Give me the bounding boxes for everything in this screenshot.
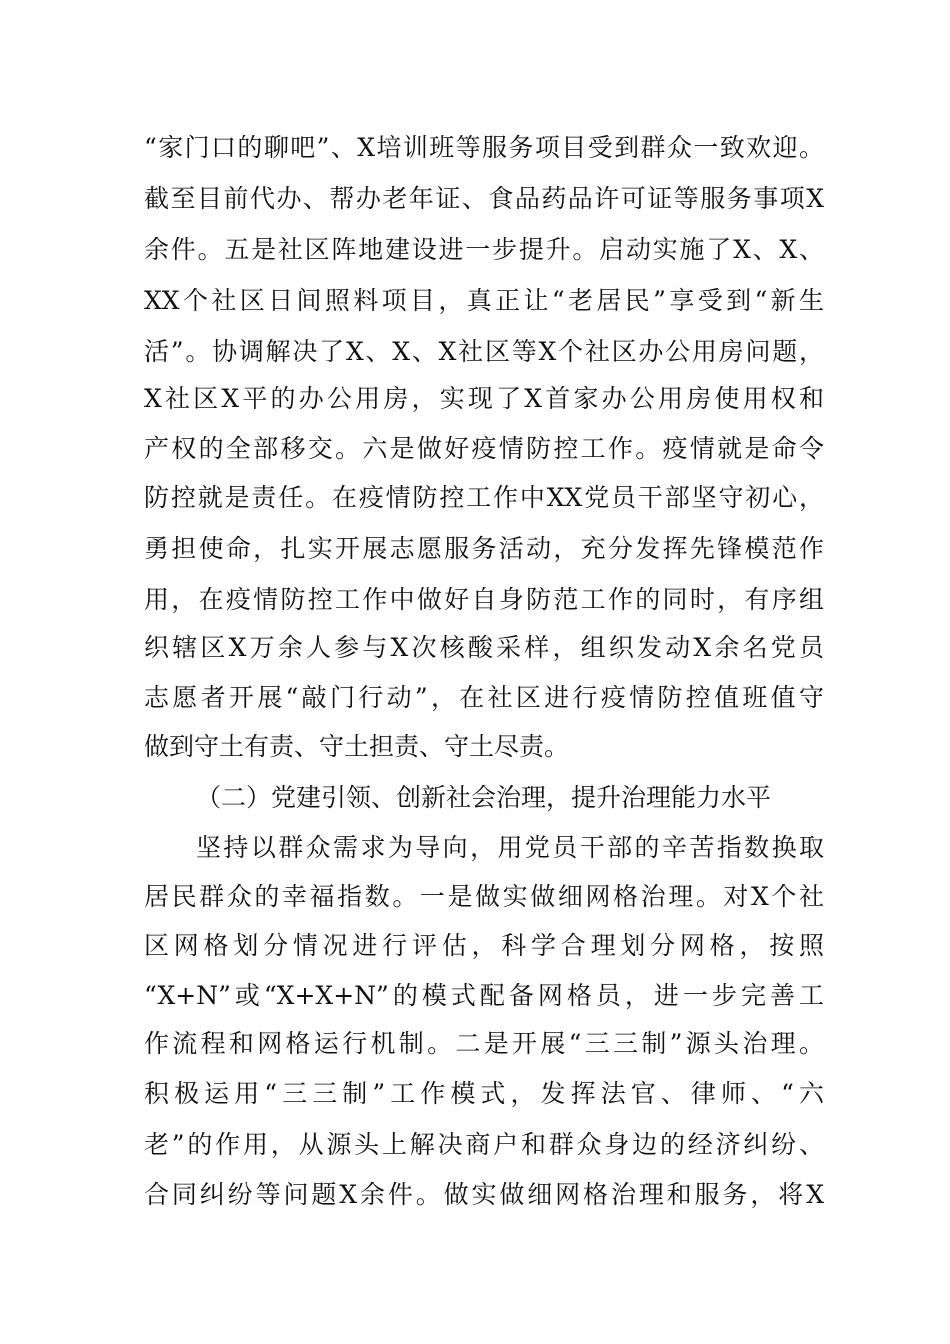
body-text-line: 作流程和网格运行机制。二是开展“三三制”源头治理。 [144,1029,824,1058]
body-text-line: 织辖区X万余人参与X次核酸采样，组织发动X余名党员 [144,633,824,662]
section-heading: （二）党建引领、创新社会治理，提升治理能力水平 [196,783,772,812]
body-text-line: 产权的全部移交。六是做好疫情防控工作。疫情就是命令 [144,434,824,463]
body-text-line: 志愿者开展“敲门行动”，在社区进行疫情防控值班值守 [144,683,824,712]
body-text-line: 勇担使命，扎实开展志愿服务活动，充分发挥先锋模范作 [144,534,824,563]
body-text-line: 用，在疫情防控工作中做好自身防范工作的同时，有序组 [144,585,824,614]
body-text-line: 活”。协调解决了X、X、X社区等X个社区办公用房问题， [144,337,824,366]
body-text-line: 区网格划分情况进行评估，科学合理划分网格，按照 [144,931,824,960]
body-text-line: 积极运用“三三制”工作模式，发挥法官、律师、“六 [144,1079,824,1108]
paragraph-first-line: 坚持以群众需求为导向，用党员干部的辛苦指数换取 [196,833,824,862]
body-text-line: 防控就是责任。在疫情防控工作中XX党员干部坚守初心， [144,483,824,512]
body-text-line: 居民群众的幸福指数。一是做实做细网格治理。对X个社 [144,882,824,911]
body-text-line: 截至目前代办、帮办老年证、食品药品许可证等服务事项X [144,184,824,213]
body-text-line: 余件。五是社区阵地建设进一步提升。启动实施了X、X、 [144,235,824,264]
body-text-line: 老”的作用，从源头上解决商户和群众身边的经济纠纷、 [144,1130,824,1159]
body-text-line: X社区X平的办公用房，实现了X首家办公用房使用权和 [144,384,824,413]
body-text-line: “X+N”或“X+X+N”的模式配备网格员，进一步完善工 [144,981,824,1010]
body-text-line: 合同纠纷等问题X余件。做实做细网格治理和服务，将X [144,1180,824,1209]
body-text-line: 做到守土有责、守土担责、守土尽责。 [144,732,570,761]
body-text-line: XX个社区日间照料项目，真正让“老居民”享受到“新生 [144,286,824,315]
body-text-line: “家门口的聊吧”、X培训班等服务项目受到群众一致欢迎。 [144,133,824,162]
